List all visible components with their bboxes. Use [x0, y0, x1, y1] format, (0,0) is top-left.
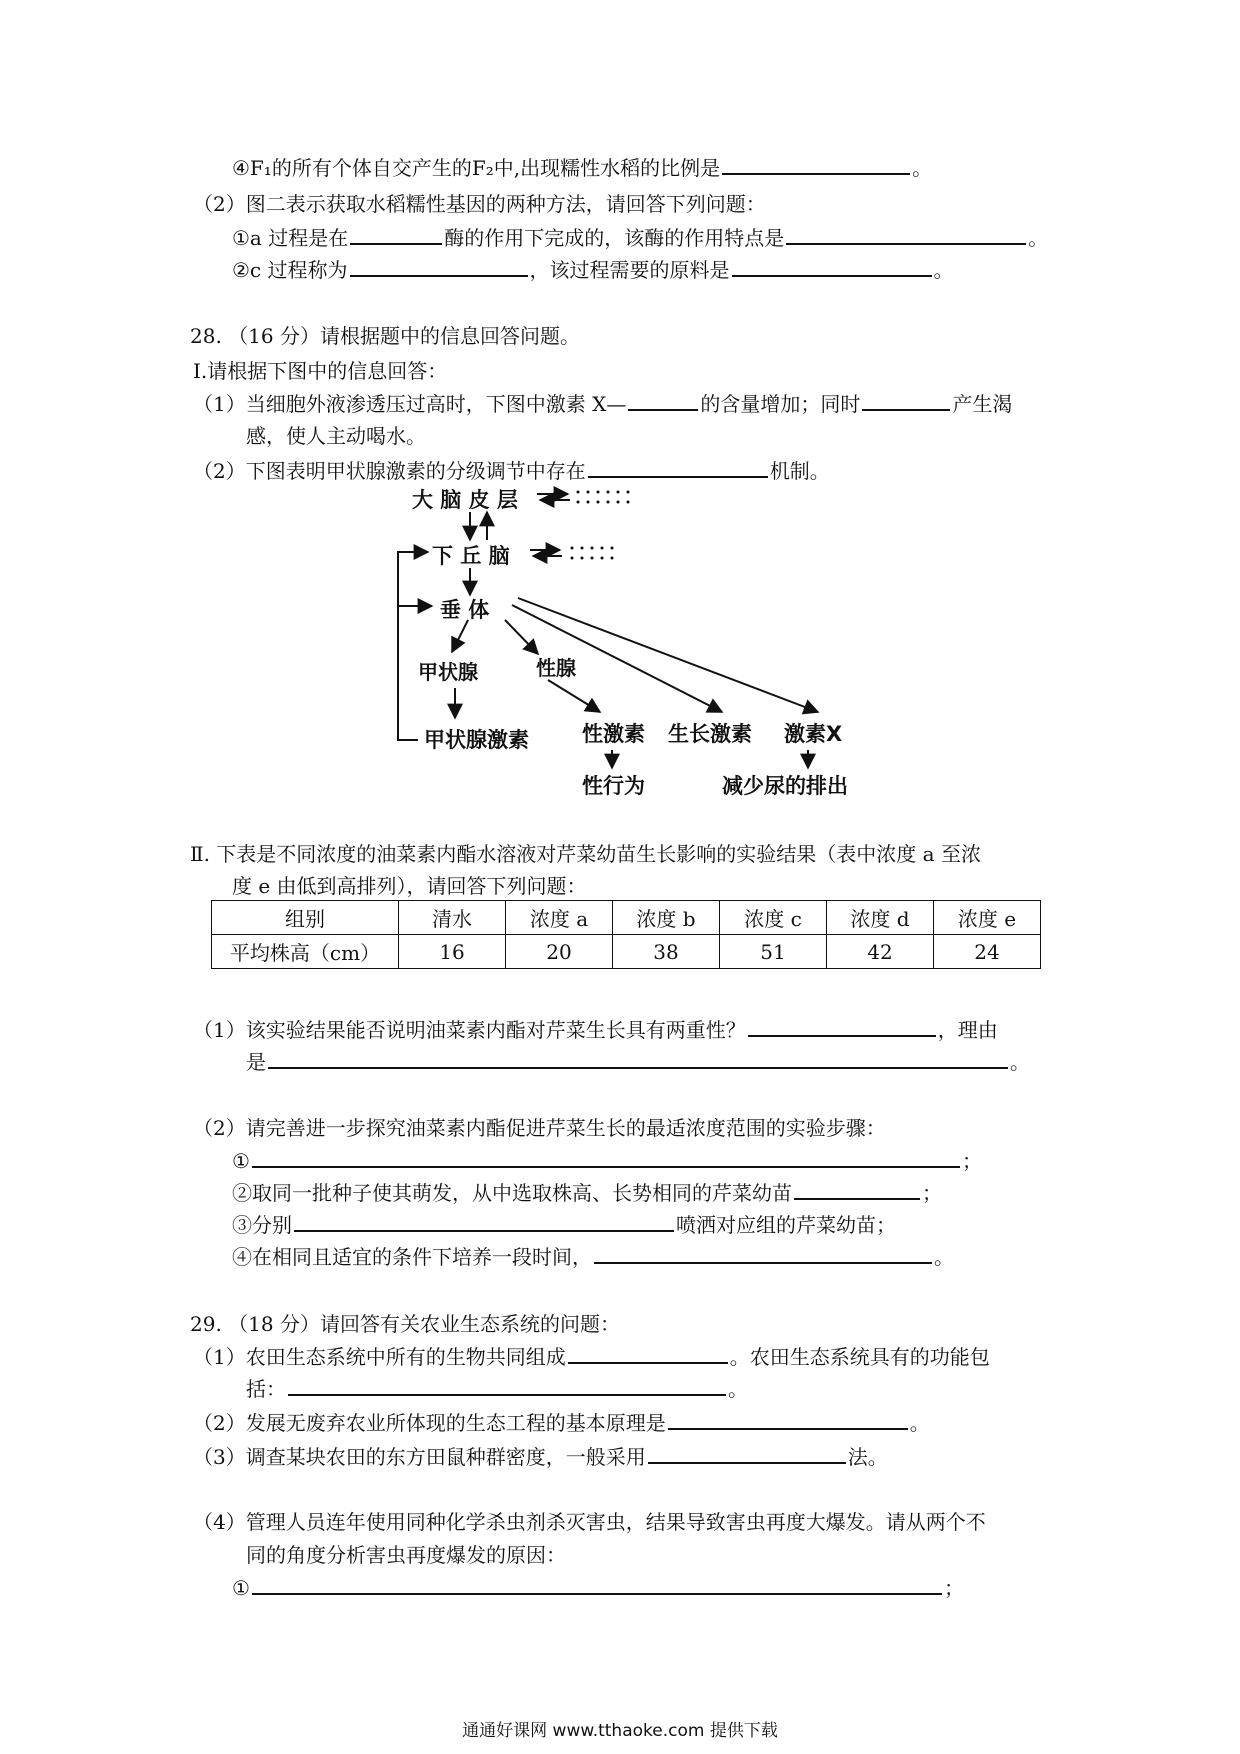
q29-title: 29. （18 分）请回答有关农业生态系统的问题：	[190, 1312, 620, 1336]
answer-blank[interactable]	[288, 1374, 726, 1396]
table-cell: 51	[720, 935, 827, 969]
q28-ii2-step3: ③分别 喷洒对应组的芹菜幼苗；	[232, 1209, 896, 1238]
q29-p3: （3）调查某块农田的东方田鼠种群密度，一般采用 法。	[193, 1441, 888, 1470]
page-footer: 通通好课网 www.tthaoke.com 提供下载	[462, 1721, 778, 1741]
node-hypothalamus: 下 丘 脑	[432, 544, 510, 568]
table-cell: 16	[399, 935, 506, 969]
table-cell: 42	[827, 935, 934, 969]
table-cell: 平均株高（cm）	[212, 935, 399, 969]
q27-part2: （2）图二表示获取水稻糯性基因的两种方法，请回答下列问题：	[193, 192, 766, 216]
table-cell: 浓度 c	[720, 901, 827, 935]
dotted-lines	[571, 491, 630, 560]
answer-blank[interactable]	[252, 1573, 942, 1595]
q27-line4: ④F₁的所有个体自交产生的F₂中,出现糯性水稻的比例是 。	[232, 152, 932, 181]
table-cell: 24	[934, 935, 1041, 969]
table-cell: 浓度 e	[934, 901, 1041, 935]
answer-blank[interactable]	[252, 1146, 960, 1168]
q28-ii2-title: （2）请完善进一步探究油菜素内酯促进芹菜生长的最适浓度范围的实验步骤：	[193, 1116, 886, 1140]
q28-part2-line1: Ⅱ. 下表是不同浓度的油菜素内酯水溶液对芹菜幼苗生长影响的实验结果（表中浓度 a 至浓	[190, 842, 981, 866]
node-sex-behavior: 性行为	[582, 774, 645, 798]
table-cell: 20	[506, 935, 613, 969]
node-reduce-urine: 减少尿的排出	[722, 774, 848, 798]
answer-blank[interactable]	[668, 1408, 908, 1430]
q28-ii1-line1: （1）该实验结果能否说明油菜素内酯对芹菜生长具有两重性？ ，理由	[193, 1014, 998, 1043]
q28-i2-line: （2）下图表明甲状腺激素的分级调节中存在 机制。	[193, 455, 830, 484]
node-thyroid-hormone: 甲状腺激素	[424, 728, 529, 752]
q28-i1-line1: （1）当细胞外液渗透压过高时，下图中激素 X— 的含量增加；同时 产生渴	[193, 388, 1012, 417]
node-hormone-x: 激素X	[784, 722, 843, 746]
answer-blank[interactable]	[294, 1210, 674, 1232]
q29-p4-step1: ① ；	[232, 1572, 964, 1601]
q27-line2: ②c 过程称为 ，该过程需要的原料是 。	[232, 254, 954, 283]
node-growth-hormone: 生长激素	[668, 722, 752, 746]
q29-p1-line2: 括： 。	[246, 1373, 748, 1402]
answer-blank[interactable]	[794, 1178, 920, 1200]
answer-blank[interactable]	[748, 1015, 936, 1037]
results-table	[211, 900, 1041, 969]
answer-blank[interactable]	[268, 1047, 1008, 1069]
node-gonad: 性腺	[536, 656, 576, 680]
q28-part1-heading: Ⅰ.请根据下图中的信息回答：	[193, 359, 448, 383]
q28-ii2-step4: ④在相同且适宜的条件下培养一段时间， 。	[232, 1241, 954, 1270]
node-cerebral-cortex: 大 脑 皮 层	[412, 488, 518, 512]
table-cell: 清水	[399, 901, 506, 935]
q28-ii2-step1: ① ；	[232, 1145, 982, 1174]
q28-i1-line2: 感，使人主动喝水。	[246, 424, 426, 448]
q29-p4-line2: 同的角度分析害虫再度爆发的原因：	[246, 1543, 566, 1567]
node-thyroid: 甲状腺	[418, 660, 478, 684]
table-cell: 浓度 a	[506, 901, 613, 935]
table-cell: 组别	[212, 901, 399, 935]
table-header-row	[212, 901, 1041, 935]
node-pituitary: 垂 体	[440, 598, 490, 622]
answer-blank[interactable]	[594, 1242, 932, 1264]
q28-part2-line2: 度 e 由低到高排列），请回答下列问题：	[232, 874, 587, 898]
q28-ii1-line2: 是 。	[246, 1046, 1030, 1075]
table-cell: 浓度 b	[613, 901, 720, 935]
q28-ii2-step2: ②取同一批种子使其萌发，从中选取株高、长势相同的芹菜幼苗 ；	[232, 1177, 942, 1206]
answer-blank[interactable]	[568, 1342, 728, 1364]
q29-p4-line1: （4）管理人员连年使用同种化学杀虫剂杀灭害虫，结果导致害虫再度大爆发。请从两个不	[193, 1510, 986, 1534]
table-cell: 浓度 d	[827, 901, 934, 935]
table-row	[212, 935, 1041, 969]
answer-blank[interactable]	[648, 1442, 846, 1464]
q29-p2: （2）发展无废弃农业所体现的生态工程的基本原理是 。	[193, 1407, 930, 1436]
q28-title: 28. （16 分）请根据题中的信息回答问题。	[190, 324, 580, 348]
q29-p1-line1: （1）农田生态系统中所有的生物共同组成 。农田生态系统具有的功能包	[193, 1341, 990, 1370]
table-cell: 38	[613, 935, 720, 969]
q27-line1: ①a 过程是在 酶的作用下完成的，该酶的作用特点是 。	[232, 222, 1048, 251]
node-sex-hormone: 性激素	[582, 722, 645, 746]
